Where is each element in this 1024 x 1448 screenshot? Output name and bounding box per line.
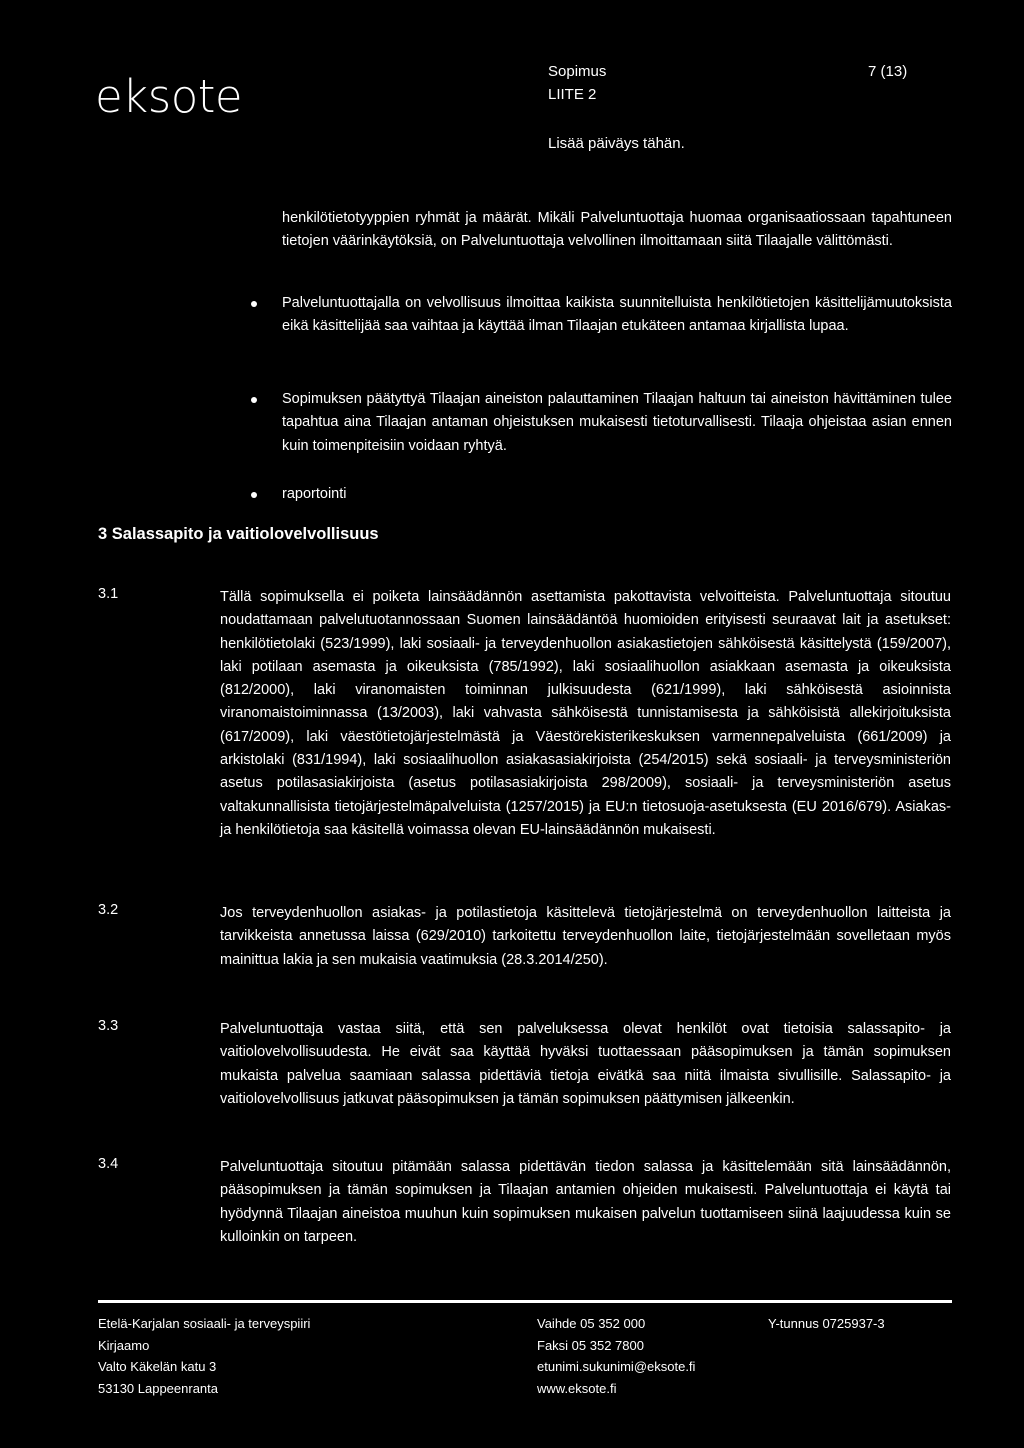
section-number: 3.3: [98, 1018, 119, 1034]
page-number: 7 (13): [868, 63, 908, 80]
section-text: Palveluntuottaja vastaa siitä, että sen palveluksessa olevat henkilöt ovat tietoisia salassapito- ja vaitiolovelvollisuudesta. He eivät saa käyttää hyväksi tuottaessaan pääsopimuksen ja tämän sopimuksen mukaista palvelua saamiaan salassa pidettäviä tietoja eivätkä saa niitä ilmaista sivullisille. Salassapito- ja vaitiolovelvollisuus jatkuvat pääsopimuksen ja tämän sopimuksen päättymisen jälkeenkin.: [220, 1021, 951, 1107]
footer-divider: [98, 1300, 952, 1303]
footer-email[interactable]: etunimi.sukunimi@eksote.fi: [537, 1359, 696, 1374]
date-placeholder[interactable]: Lisää päiväys tähän.: [548, 135, 685, 152]
footer-fax: Faksi 05 352 7800: [537, 1337, 644, 1353]
bullet-item: Palveluntuottajalla on velvollisuus ilmoittaa kaikista suunnitelluista henkilötietojen käsittelijämuutoksista eikä käsittelijää saa vaihtaa ja käyttää ilman Tilaajan etukäteen antamaa kirjallista lupaa.: [282, 295, 952, 335]
section-number: 3.2: [98, 902, 119, 918]
footer-city: 53130 Lappeenranta: [98, 1380, 219, 1396]
bullet-item: Sopimuksen päätyttyä Tilaajan aineiston palauttaminen Tilaajan haltuun tai aineiston hävittäminen tulee tapahtua aina Tilaajan antaman ohjeistuksen mukaisesti tietoturvallisesti. Tilaaja ohjeistaa asian ennen kuin toimenpiteisiin voidaan ryhtyä.: [282, 391, 952, 454]
section-text: Tällä sopimuksella ei poiketa lainsäädännön asettamista pakottavista velvoitteista. Palveluntuottaja sitoutuu noudattamaan palvelutuotannossaan Suomen lainsäädäntöä huomioiden erityisesti seuraavat lait ja asetukset: henkilötietolaki (523/1999), laki sosiaali- ja terveydenhuollon asiakastietojen sähköisestä käsittelystä (159/2007), laki potilaan asemasta ja oikeuksista (785/1992), laki sosiaalihuollon asiakkaan asemasta ja oikeuksista (812/2000), laki viranomaisten toiminnan julkisuudesta (621/1999), laki sähköisestä asioinnista viranomaistoiminnassa (13/2003), laki vahvasta sähköisestä tunnistamisesta ja sähköisistä allekirjoituksista (617/2009), laki väestötietojärjestelmästä ja Väestörekisterikeskuksen varmennepalveluista (661/2009) ja arkistolaki (831/1994), laki sosiaalihuollon asiakasasiakirjoista (254/2015) sekä sosiaali- ja terveysministeriön asetus potilasasiakirjoista (asetus potilasasiakirjoista 298/2009), sosiaali- ja terveysministeriön asetus valtakunnallisista tietojärjestelmäpalveluista (1257/2015) ja EU:n tietosuoja-asetuksesta (EU 2016/679). Asiakas- ja henkilötietoja saa käsitellä voimassa olevan EU-lainsäädännön mukaisesti.: [220, 589, 951, 838]
section-text: Jos terveydenhuollon asiakas- ja potilastietoja käsittelevä tietojärjestelmä on terveydenhuollon laitteista ja tarvikkeista annetussa laissa (629/2010) tarkoitettu terveydenhuollon laite, tietojärjestelmään sovelletaan myös mainittua lakia ja sen mukaisia vaatimuksia (28.3.2014/250).: [220, 905, 951, 968]
footer-phone: Vaihde 05 352 000: [537, 1316, 646, 1331]
section-heading: 3 Salassapito ja vaitiolovelvollisuus: [98, 525, 379, 543]
footer-org: Etelä-Karjalan sosiaali- ja terveyspiiri: [98, 1316, 311, 1331]
section-number: 3.4: [98, 1156, 119, 1172]
footer-street: Valto Käkelän katu 3: [98, 1359, 217, 1374]
section-text: Palveluntuottaja sitoutuu pitämään salassa pidettävän tiedon salassa ja käsittelemään sitä lainsäädännön, pääsopimuksen ja tämän sopimuksen ja Tilaajan antamien ohjeiden mukaisesti. Palveluntuottaja ei käytä tai hyödynnä Tilaajan aineistoa muuhun kuin sopimuksen mukaisen palvelun tuottamiseen siinä laajuudessa kuin se kulloinkin on tarpeen.: [220, 1159, 951, 1245]
bullet-item: raportointi: [282, 486, 347, 502]
document-type: Sopimus: [548, 63, 607, 80]
footer-website[interactable]: www.eksote.fi: [537, 1380, 617, 1396]
attachment-label: LIITE 2: [548, 86, 597, 103]
bullet-icon: [251, 492, 257, 498]
business-id: Y-tunnus 0725937-3: [768, 1316, 885, 1331]
footer-business-id: [768, 1313, 885, 1335]
footer-contact: [537, 1313, 695, 1399]
bullet-icon: [251, 301, 257, 307]
eksote-logo: eksote: [95, 70, 243, 123]
intro-paragraph: henkilötietotyyppien ryhmät ja määrät. Mikäli Palveluntuottaja huomaa organisaatiossaan tapahtuneen tietojen väärinkäytöksiä, on Palveluntuottaja velvollinen ilmoittamaan siitä Tilaajalle välittömästi.: [282, 210, 952, 250]
section-number: 3.1: [98, 586, 119, 602]
footer-office: Kirjaamo: [98, 1337, 150, 1353]
bullet-icon: [251, 397, 257, 403]
footer-address: [98, 1313, 310, 1399]
